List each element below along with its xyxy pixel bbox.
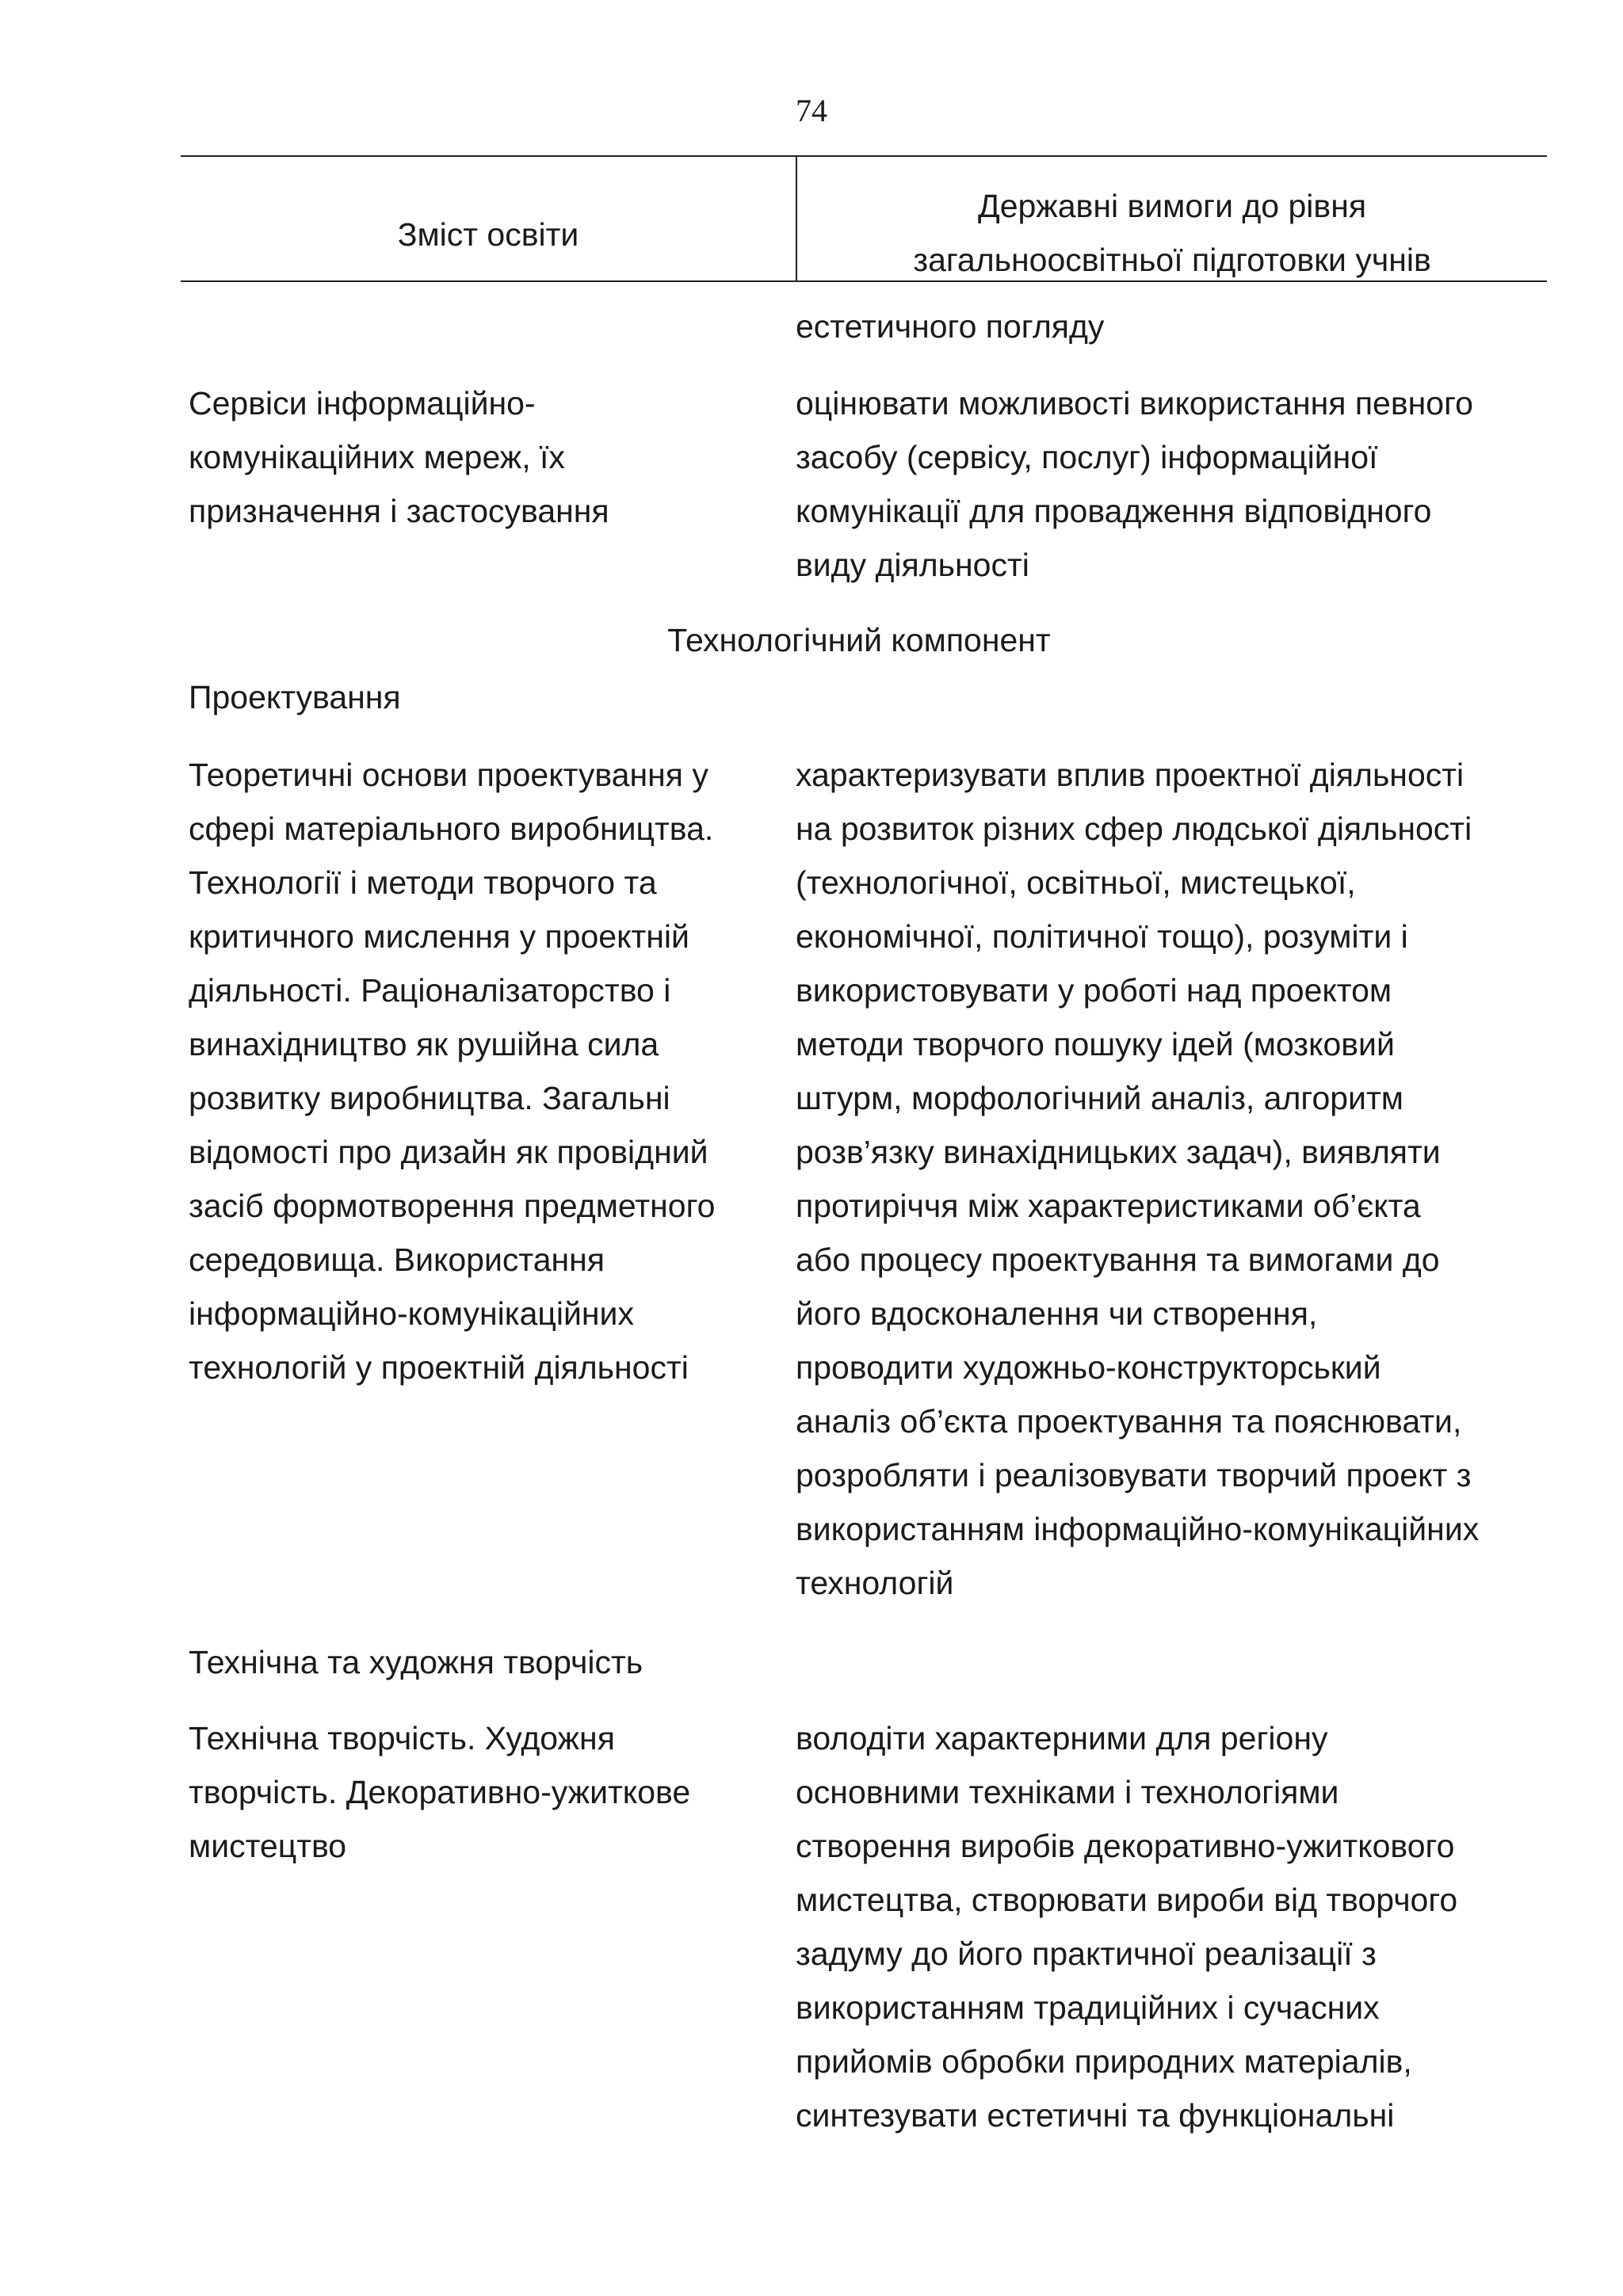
content-cell-services: Сервіси інформаційно- комунікаційних мереж, їх призначення і застосування xyxy=(189,385,609,529)
content-cell-creativity: Технічна творчість. Художня творчість. Декоративно-ужиткове мистецтво xyxy=(189,1720,691,1864)
page-number: 74 xyxy=(796,93,827,128)
continued-requirement-text: естетичного погляду xyxy=(796,308,1105,345)
requirement-cell-design: характеризувати вплив проектної діяльності на розвиток різних сфер людської діяльності (технологічної, освітньої, мистецької, економічної, політичної тощо), розуміти і використовувати у роботі над проектом методи творчого пошуку ідей (мозковий штурм, морфологічний аналіз, алгоритм розв’язку винахідницьких задач), виявляти протиріччя між характеристиками об’єкта або процесу проектування та вимогами до його вдосконалення чи створення, проводити художньо-конструкторський аналіз об’єкта проектування та пояснювати, розробляти і реалізовувати творчий проект з використанням інформаційно-комунікаційних технологій xyxy=(796,757,1480,1601)
section-title-design: Проектування xyxy=(189,679,401,715)
section-title-creativity: Технічна та художня творчість xyxy=(189,1644,643,1680)
header-col-content: Зміст освіти xyxy=(397,216,579,253)
header-col-requirements xyxy=(797,179,1547,287)
content-cell-design: Теоретичні основи проектування у сфері матеріального виробництва. Технології і методи творчого та критичного мислення у проектній діяльності. Раціоналізаторство і винахідництво як рушійна сила розвитку виробництва. Загальні відомості про дизайн як провідний засіб формотворення предметного середовища. Використання інформаційно-комунікаційних технологій у проектній діяльності xyxy=(189,757,716,1386)
component-title: Технологічний компонент xyxy=(667,622,1051,658)
requirement-cell-services: оцінювати можливості використання певного засобу (сервісу, послуг) інформаційної комунікації для провадження відповідного виду діяльності xyxy=(796,385,1473,583)
header-col-requirements-line2: загальноосвітньої підготовки учнів xyxy=(913,242,1431,278)
table-header-bottom-rule xyxy=(181,280,1547,282)
table-top-rule xyxy=(181,155,1547,157)
requirement-cell-creativity: володіти характерними для регіону основними техніками і технологіями створення виробів декоративно-ужиткового мистецтва, створювати вироби від творчого задуму до його практичної реалізації з використанням традиційних і сучасних прийомів обробки природних матеріалів, синтезувати естетичні та функціональні xyxy=(796,1720,1458,2134)
header-col-requirements-line1: Державні вимоги до рівня xyxy=(977,188,1367,224)
